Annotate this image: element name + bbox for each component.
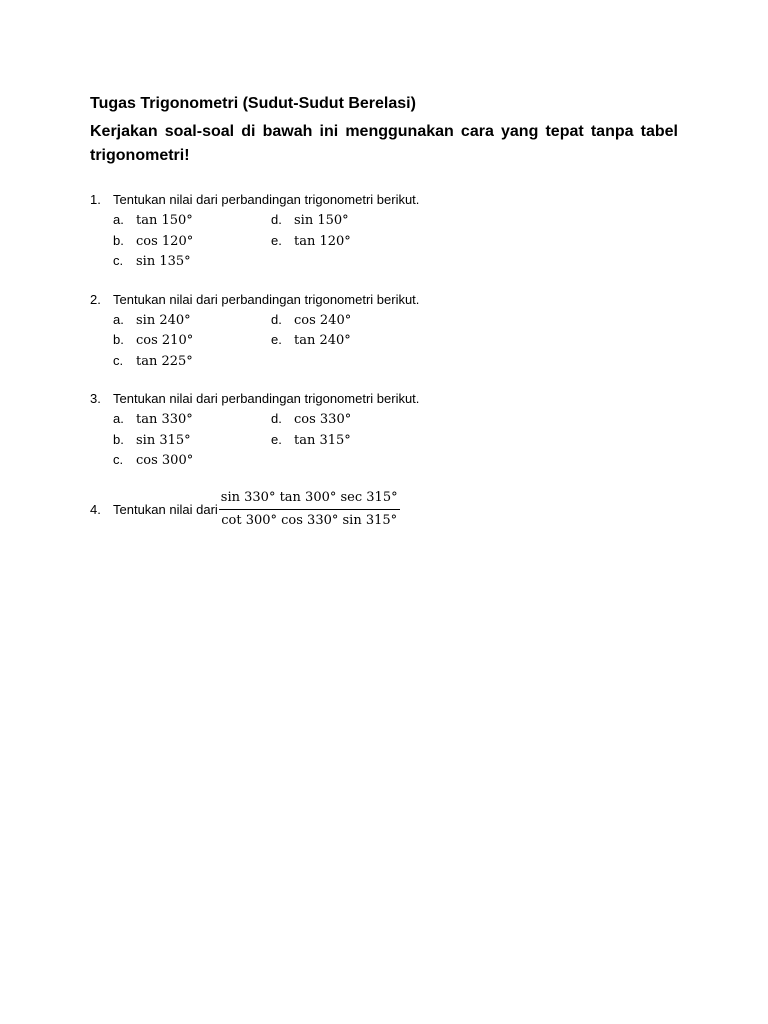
- option-expression: sin 240°: [136, 312, 191, 328]
- option-letter: a.: [113, 411, 124, 426]
- option-a: [113, 409, 271, 430]
- option-c: [113, 351, 271, 372]
- option-letter: e.: [271, 431, 282, 447]
- question-2: [90, 290, 678, 372]
- option-e: [271, 330, 351, 351]
- question-number: 3.: [90, 391, 101, 406]
- option-d: [271, 310, 351, 331]
- option-e: [271, 231, 351, 252]
- option-d: [271, 210, 349, 231]
- option-expression: tan 330°: [136, 412, 193, 427]
- option-letter: d.: [271, 411, 282, 426]
- worksheet-page: [90, 94, 678, 548]
- option-c: [113, 450, 271, 471]
- question-4-head: [90, 489, 678, 530]
- option-letter: c.: [113, 452, 124, 467]
- fraction-expression: [219, 489, 400, 530]
- option-letter: a.: [113, 212, 124, 227]
- option-b: [113, 330, 271, 351]
- question-3-options: [113, 409, 678, 471]
- option-expression: sin 135°: [136, 254, 191, 269]
- option-expression: cos 300°: [136, 453, 194, 468]
- question-text: Tentukan nilai dari: [113, 501, 218, 517]
- fraction-denominator: cot 300° cos 330° sin 315°: [221, 512, 398, 528]
- question-1: [90, 190, 678, 272]
- question-text: Tentukan nilai dari perbandingan trigonometri berikut.: [113, 391, 420, 406]
- option-expression: tan 225°: [136, 353, 193, 369]
- question-2-options: [113, 310, 678, 372]
- option-a: [113, 210, 271, 231]
- option-b: [113, 430, 271, 451]
- question-4: [90, 489, 678, 530]
- question-text: Tentukan nilai dari perbandingan trigonometri berikut.: [113, 291, 420, 307]
- option-letter: e.: [271, 232, 282, 248]
- option-expression: tan 120°: [294, 233, 351, 249]
- option-letter: d.: [271, 311, 282, 327]
- option-expression: sin 315°: [136, 432, 191, 448]
- option-letter: b.: [113, 431, 124, 447]
- question-2-head: [90, 290, 678, 310]
- option-a: [113, 310, 271, 331]
- option-expression: cos 120°: [136, 233, 194, 249]
- question-number: 1.: [90, 192, 101, 207]
- question-number: 4.: [90, 501, 101, 517]
- option-expression: sin 150°: [294, 213, 349, 228]
- option-d: [271, 409, 351, 430]
- option-letter: b.: [113, 232, 124, 248]
- option-expression: cos 240°: [294, 312, 352, 328]
- question-3-head: [90, 389, 678, 409]
- instruction-text: Kerjakan soal-soal di bawah ini menggunakan cara yang tepat tanpa tabel trigonometri!: [90, 123, 678, 164]
- option-expression: tan 240°: [294, 333, 351, 348]
- question-number: 2.: [90, 291, 101, 307]
- option-letter: d.: [271, 212, 282, 227]
- question-1-head: [90, 190, 678, 210]
- question-3: [90, 389, 678, 471]
- option-expression: tan 315°: [294, 432, 351, 448]
- option-expression: cos 210°: [136, 333, 194, 348]
- option-letter: a.: [113, 311, 124, 327]
- option-letter: e.: [271, 332, 282, 347]
- page-title: Tugas Trigonometri (Sudut-Sudut Berelasi): [90, 95, 416, 112]
- option-b: [113, 231, 271, 252]
- option-expression: tan 150°: [136, 213, 193, 228]
- option-letter: c.: [113, 352, 124, 368]
- option-c: [113, 251, 271, 272]
- option-expression: cos 330°: [294, 412, 352, 427]
- fraction-numerator: sin 330° tan 300° sec 315°: [219, 489, 400, 510]
- question-text: Tentukan nilai dari perbandingan trigonometri berikut.: [113, 192, 420, 207]
- option-letter: c.: [113, 253, 124, 268]
- question-1-options: [113, 210, 678, 272]
- option-letter: b.: [113, 332, 124, 347]
- option-e: [271, 430, 351, 451]
